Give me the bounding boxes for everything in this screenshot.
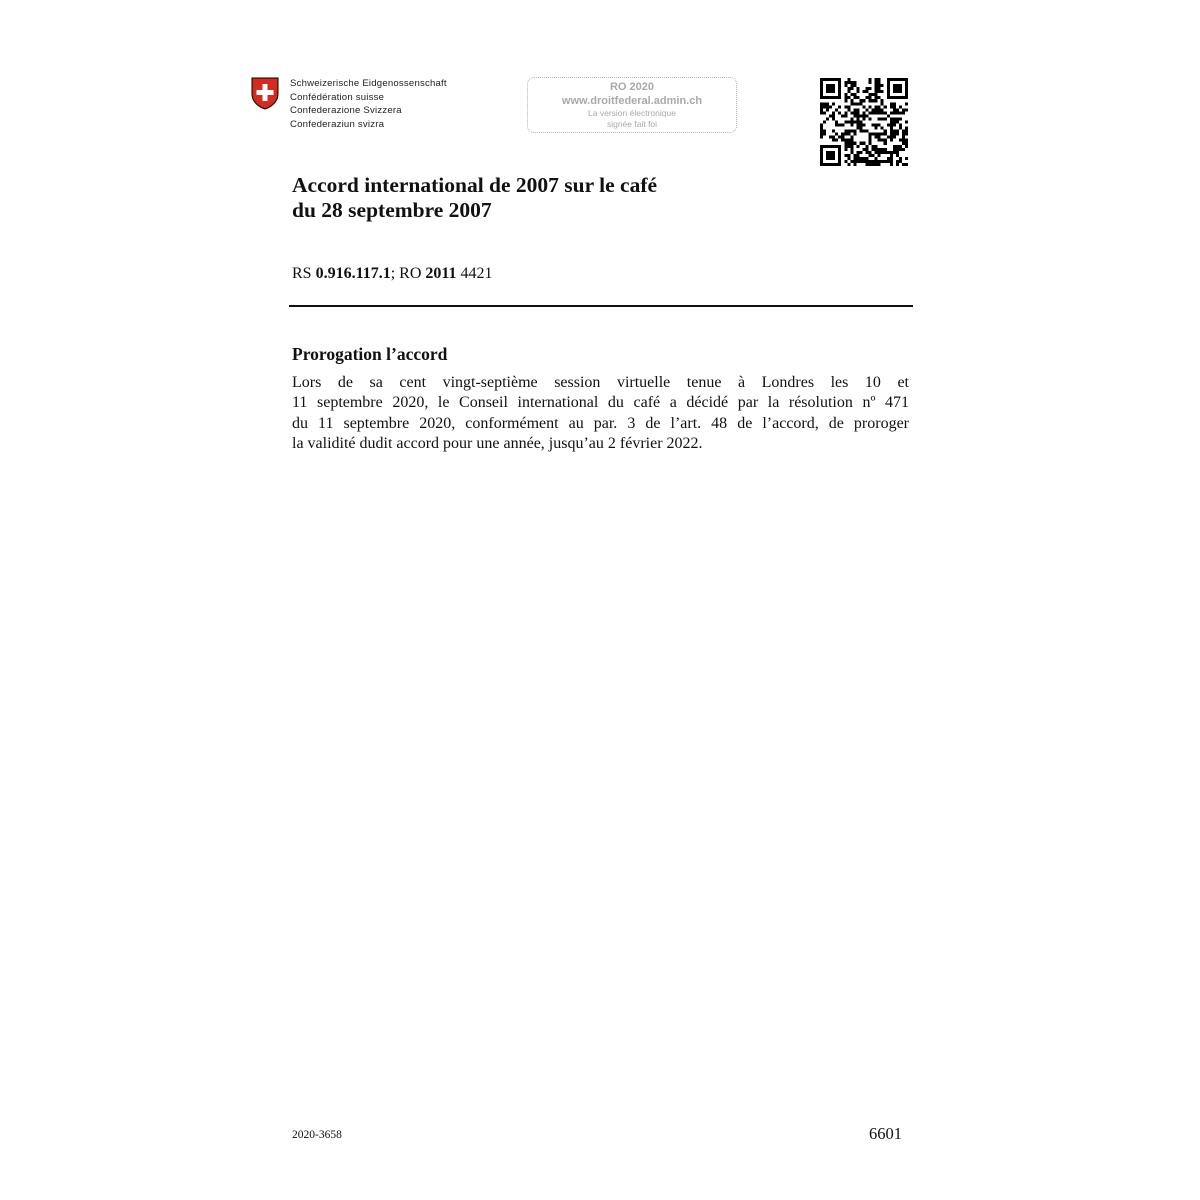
qr-code-icon [820, 78, 908, 166]
horizontal-divider [289, 305, 913, 307]
body-line: la validité dudit accord pour une année, jusqu’au 2 février 2022. [292, 434, 703, 452]
stamp-ro-year: RO 2020 [609, 81, 655, 93]
official-publication-stamp [527, 77, 737, 133]
footer-reference-number: 2020-3658 [292, 1129, 342, 1141]
swiss-coat-of-arms-icon [251, 77, 279, 110]
confederation-names [290, 77, 447, 131]
stamp-note-line1: La version électronique [588, 108, 676, 118]
confederation-name-it: Confederazione Svizzera [290, 105, 402, 117]
ro-page: 4421 [456, 265, 493, 282]
confederation-name-fr: Confédération suisse [290, 91, 385, 103]
confederation-name-rm: Confederaziun svizra [290, 118, 385, 130]
section-heading: Prorogation l’accord [292, 344, 448, 364]
body-line: 11 septembre 2020, le Conseil international du café a décidé par la résolution nº 471 [292, 394, 909, 412]
document-reference [292, 265, 493, 283]
document-title [292, 173, 657, 223]
page-number: 6601 [869, 1124, 902, 1143]
ro-year: 2011 [425, 265, 457, 282]
stamp-note-line2: signée fait foi [606, 118, 658, 129]
ref-separator: ; RO [390, 265, 426, 282]
rs-prefix: RS [292, 265, 316, 282]
section-body [292, 373, 909, 454]
rs-number: 0.916.117.1 [315, 265, 391, 282]
stamp-website: www.droitfederal.admin.ch [561, 95, 703, 107]
title-line-2: du 28 septembre 2007 [292, 198, 492, 222]
confederation-name-de: Schweizerische Eidgenossenschaft [290, 78, 447, 89]
title-line-1: Accord international de 2007 sur le café [292, 173, 658, 197]
body-line: du 11 septembre 2020, conformément au par. 3 de l’art. 48 de l’accord, de proroger [292, 414, 909, 432]
body-line: Lors de sa cent vingt-septième session virtuelle tenue à Londres les 10 et [292, 374, 909, 391]
